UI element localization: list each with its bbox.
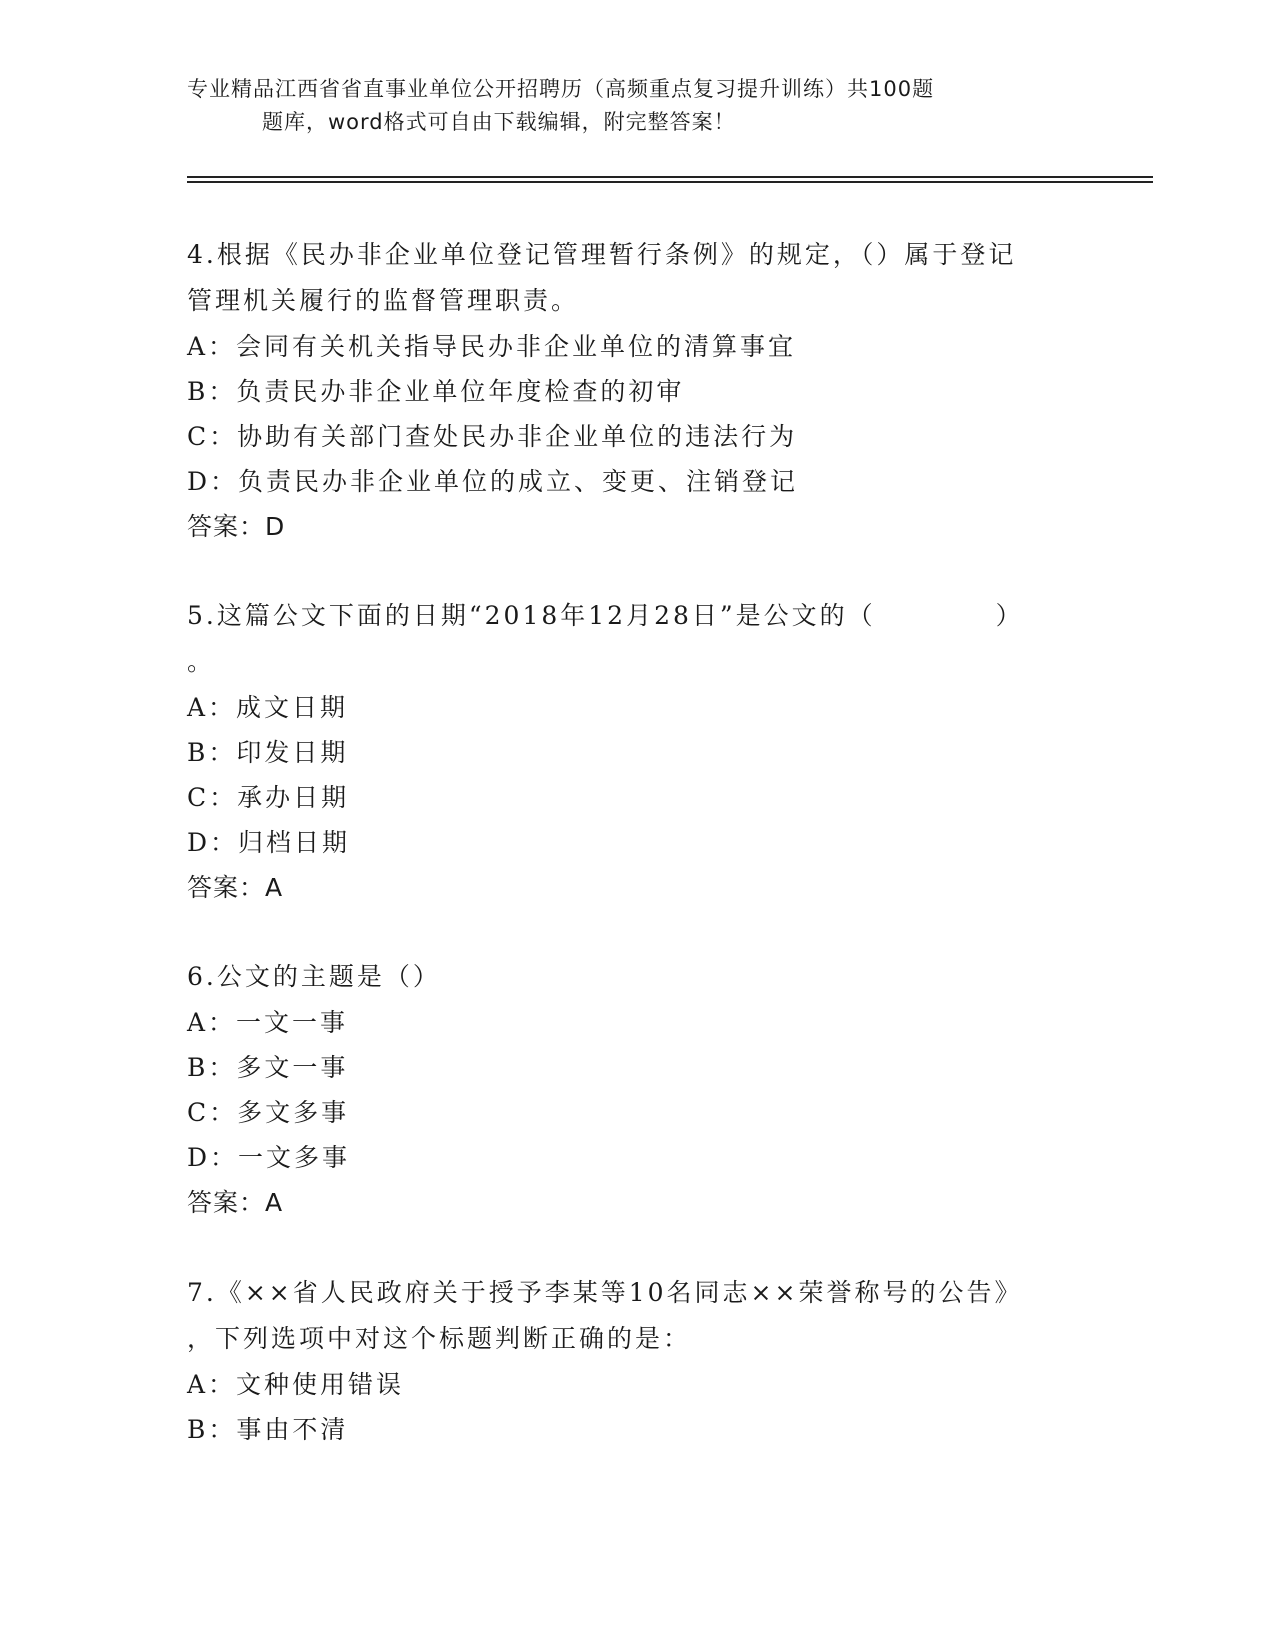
document-header xyxy=(187,73,1047,139)
option-b: B：多文一事 xyxy=(187,1053,349,1082)
header-rule-top xyxy=(187,176,1153,178)
question-text: 4.根据《民办非企业单位登记管理暂行条例》的规定，（）属于登记 xyxy=(187,240,1017,269)
option-c: C：承办日期 xyxy=(187,783,350,812)
option-a: A：文种使用错误 xyxy=(187,1370,405,1399)
question-6 xyxy=(187,954,1067,1225)
option-a: A：成文日期 xyxy=(187,693,349,722)
option-a: A：会同有关机关指导民办非企业单位的清算事宜 xyxy=(187,332,797,361)
option-d: D：一文多事 xyxy=(187,1143,351,1172)
option-b: B：事由不清 xyxy=(187,1415,349,1444)
option-b: B：负责民办非企业单位年度检查的初审 xyxy=(187,377,685,406)
question-text xyxy=(187,593,1067,639)
answer: 答案：D xyxy=(187,512,286,541)
option-c: C：协助有关部门查处民办非企业单位的违法行为 xyxy=(187,422,798,451)
question-text-paren: ） xyxy=(995,601,1024,630)
option-d: D：归档日期 xyxy=(187,828,351,857)
question-5 xyxy=(187,593,1067,910)
question-text: 。 xyxy=(187,647,216,676)
question-text: 管理机关履行的监督管理职责。 xyxy=(187,286,580,315)
question-text: 6.公文的主题是（） xyxy=(187,962,441,991)
option-b: B：印发日期 xyxy=(187,738,349,767)
question-text: 7.《××省人民政府关于授予李某等10名同志××荣誉称号的公告》 xyxy=(187,1278,1023,1307)
question-text: ，下列选项中对这个标题判断正确的是： xyxy=(187,1324,692,1353)
question-text-main: 5.这篇公文下面的日期“2018年12月28日”是公文的（ xyxy=(187,601,876,630)
option-a: A：一文一事 xyxy=(187,1008,349,1037)
header-line-1: 专业精品江西省省直事业单位公开招聘历（高频重点复习提升训练）共100题 xyxy=(187,77,935,101)
option-d: D：负责民办非企业单位的成立、变更、注销登记 xyxy=(187,467,799,496)
answer: 答案：A xyxy=(187,873,284,902)
answer: 答案：A xyxy=(187,1188,284,1217)
question-4 xyxy=(187,232,1067,549)
option-c: C：多文多事 xyxy=(187,1098,350,1127)
header-rule-bottom xyxy=(187,181,1153,183)
question-7 xyxy=(187,1270,1067,1452)
header-line-2: 题库，word格式可自由下载编辑，附完整答案！ xyxy=(262,110,736,134)
